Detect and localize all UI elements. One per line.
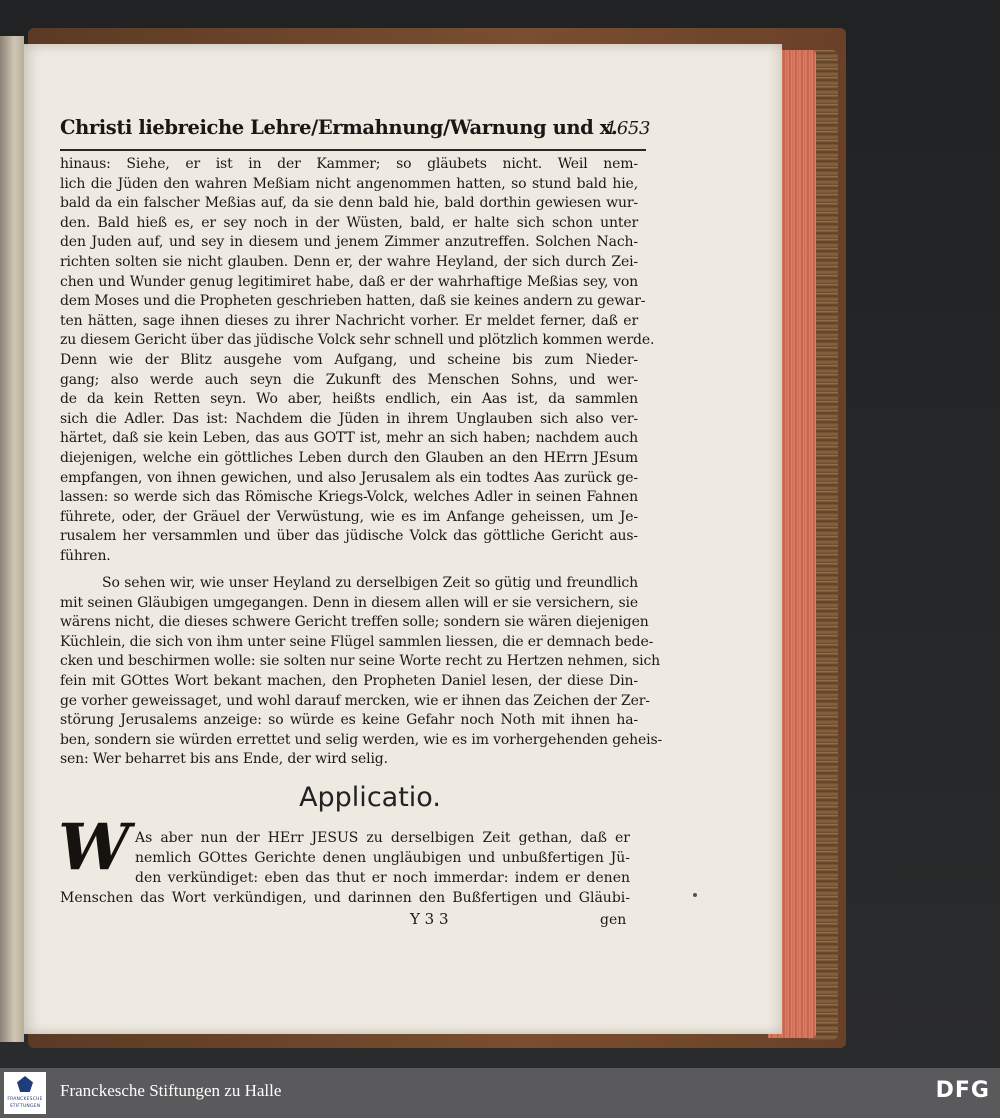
text-line: cken und beschirmen wolle: sie solten nur seine Worte recht zu Hertzen nehmen, sich xyxy=(60,653,661,670)
running-head xyxy=(60,116,650,150)
text-line: empfangen, von ihnen gewichen, und also Jerusalem als ein todtes Aas zurück ge- xyxy=(60,469,638,486)
text-line: diejenigen, welche ein göttliches Leben durch den Glauben an den HErrn JEsum xyxy=(60,450,638,466)
text-line: zu diesem Gericht über das jüdische Volck sehr schnell und plötzlich kommen werde. xyxy=(60,332,655,349)
logo-line-2: STIFTUNGEN xyxy=(9,1104,41,1109)
institution-name[interactable]: Franckesche Stiftungen zu Halle xyxy=(60,1081,282,1100)
text-line: nemlich GOttes Gerichte denen ungläubigen und unbußfertigen Jü- xyxy=(135,850,630,866)
text-line: sich die Adler. Das ist: Nachdem die Jüden in ihrem Unglauben sich also ver- xyxy=(60,410,638,427)
text-line: lassen: so werde sich das Römische Kriegs-Volck, welches Adler in seinen Fahnen xyxy=(60,489,638,506)
left-page-spine xyxy=(0,36,24,1042)
text-line: ge vorher geweissaget, und wohl darauf mercken, wie er ihnen das Zeichen der Zer- xyxy=(60,692,650,709)
text-line: fein mit GOttes Wort bekant machen, den Propheten Daniel lesen, der diese Din- xyxy=(60,673,638,689)
footer-bar xyxy=(0,1068,1000,1118)
text-line: den Juden auf, und sey in diesem und jenem Zimmer anzutreffen. Solchen Nach- xyxy=(60,234,638,251)
running-head-title: Christi liebreiche Lehre/Ermahnung/Warnung und x. xyxy=(60,116,618,139)
text-line: führete, oder, der Gräuel der Verwüstung, wie es im Anfange geheissen, um Je- xyxy=(60,508,638,525)
text-line: ten hätten, sage ihnen dieses zu ihrer Nachricht vorher. Er meldet ferner, daß er xyxy=(60,312,638,329)
text-line: ben, sondern sie würden errettet und selig werden, wie es im vorhergehenden geheis- xyxy=(60,731,663,748)
text-line: Küchlein, die sich von ihm unter seine Flügel sammlen liessen, die er demnach bede- xyxy=(60,633,654,650)
text-line: führen. xyxy=(60,548,111,564)
text-line: So sehen wir, wie unser Heyland zu derselbigen Zeit so gütig und freundlich xyxy=(102,575,638,591)
text-line: sen: Wer beharret bis ans Ende, der wird selig. xyxy=(60,751,388,768)
catchword: gen xyxy=(600,912,627,928)
text-line: Denn wie der Blitz ausgehe vom Aufgang, und scheine bis zum Nieder- xyxy=(60,352,638,368)
paper-spot xyxy=(693,893,697,897)
text-line: richten solten sie nicht glauben. Denn er, der wahre Heyland, der sich durch Zei- xyxy=(60,254,638,270)
text-line: gang; also werde auch seyn die Zukunft des Menschen Sohns, und wer- xyxy=(60,371,638,388)
section-heading: Applicatio. xyxy=(299,782,441,813)
dfg-logo[interactable]: DFG xyxy=(935,1078,990,1103)
signature-mark: Y 3 3 xyxy=(410,910,449,928)
text-line: rusalem her versammlen und über das jüdische Volck das göttliche Gericht aus- xyxy=(60,528,638,545)
text-line: chen und Wunder genug legitimiret habe, daß er der wahrhaftige Meßias sey, von xyxy=(60,273,638,290)
crest-icon xyxy=(17,1076,33,1092)
text-line: Menschen das Wort verkündigen, und darinnen den Bußfertigen und Gläubi- xyxy=(60,890,630,906)
text-line: dem Moses und die Propheten geschrieben hatten, daß sie keines andern zu gewar- xyxy=(60,293,646,310)
text-line: wärens nicht, die dieses schwere Gericht treffen solle; sondern sie wären diejenigen xyxy=(60,614,649,631)
text-line: hinaus: Siehe, er ist in der Kammer; so gläubets nicht. Weil nem- xyxy=(60,156,638,172)
text-line: den verkündiget: eben das thut er noch immerdar: indem er denen xyxy=(135,870,630,886)
logo-line-1: FRANCKESCHE xyxy=(7,1097,43,1102)
text-line: bald da ein falscher Meßias auf, da sie denn bald hie, bald dorthin gewiesen wur- xyxy=(60,195,638,212)
page-number: 1653 xyxy=(605,118,650,139)
text-line: de da kein Retten seyn. Wo aber, heißts endlich, ein Aas ist, da sammlen xyxy=(60,391,638,408)
institution-logo[interactable] xyxy=(4,1072,46,1114)
text-line: lich die Jüden den wahren Meßiam nicht angenommen hatten, so stund bald hie, xyxy=(60,175,638,192)
text-line: störung Jerusalems anzeige: so würde es keine Gefahr noch Noth mit ihnen ha- xyxy=(60,712,638,729)
text-line: mit seinen Gläubigen umgegangen. Denn in diesem allen will er sie versichern, sie xyxy=(60,594,638,611)
head-rule xyxy=(60,149,646,151)
text-line: den. Bald hieß es, er sey noch in der Wüsten, bald, er halte sich schon unter xyxy=(60,214,638,231)
text-line: härtet, daß sie kein Leben, das aus GOTT ist, mehr an sich haben; nachdem auch xyxy=(60,430,638,447)
decorated-initial: W xyxy=(58,810,130,885)
text-line: As aber nun der HErr JESUS zu derselbigen Zeit gethan, daß er xyxy=(135,830,630,846)
